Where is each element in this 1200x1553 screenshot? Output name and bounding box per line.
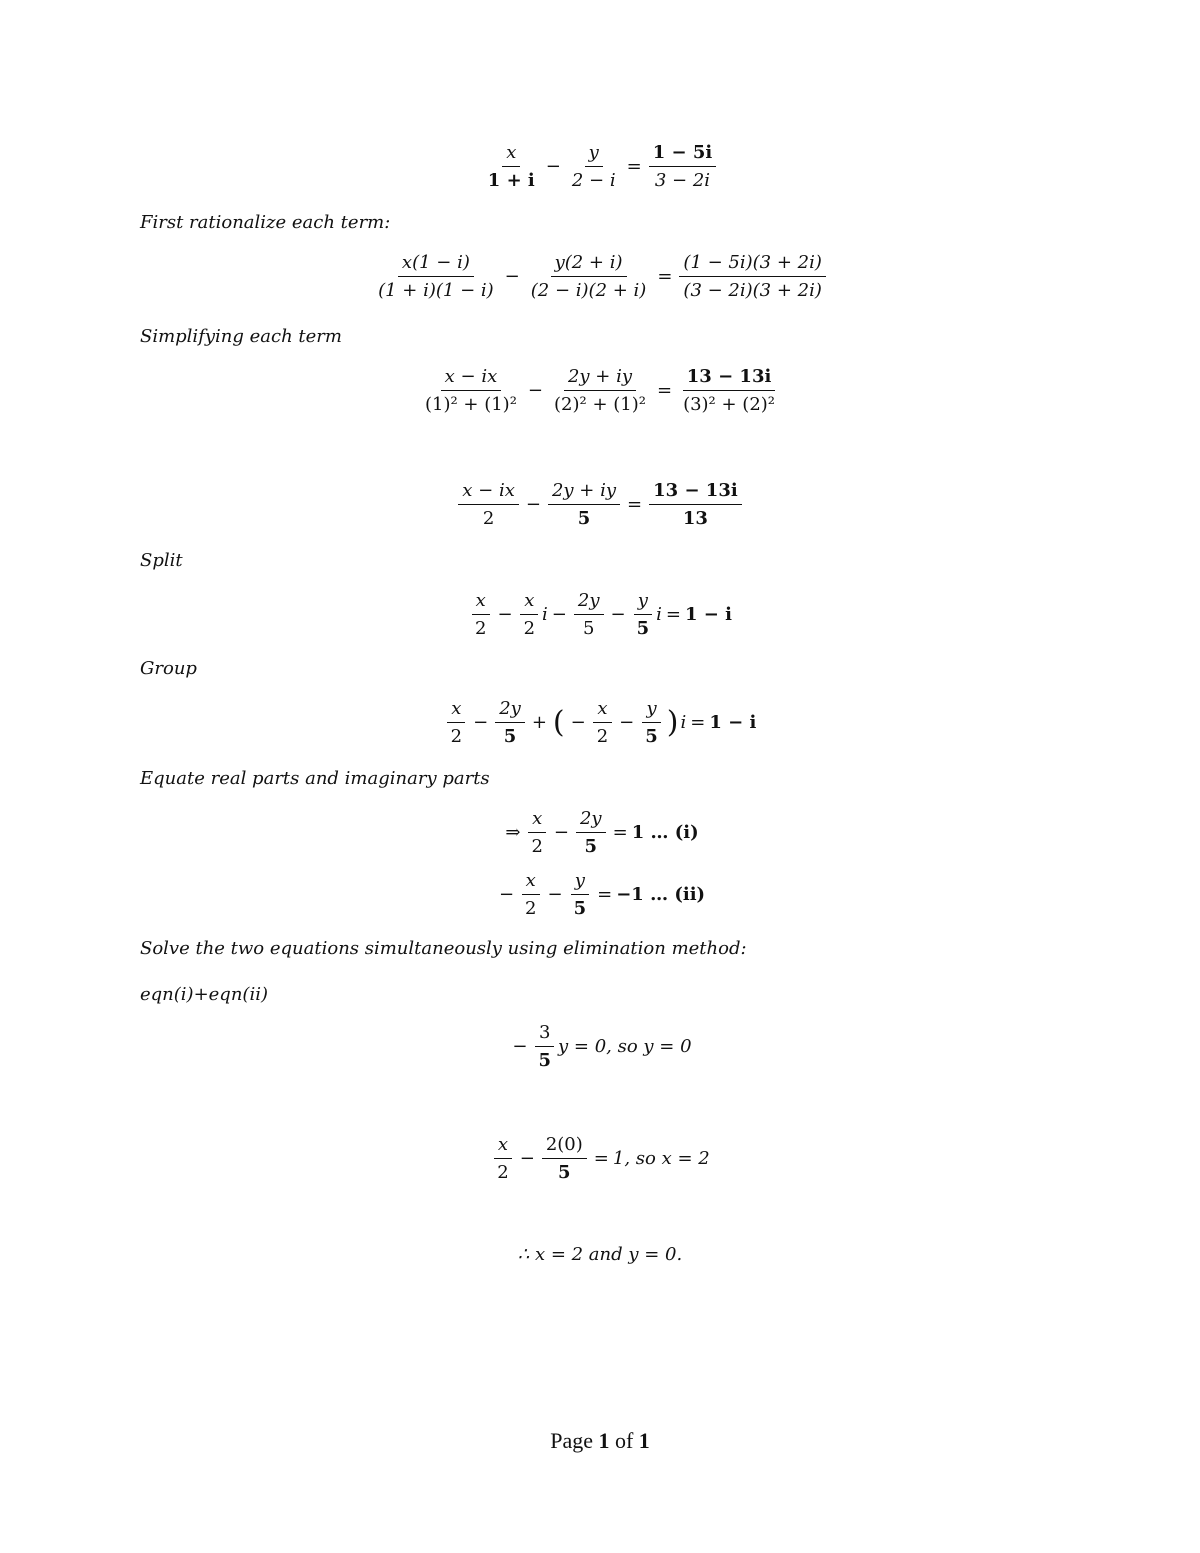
fraction: $\frac{x - ix}{\text{(1)² + (1)²}}$ — [424, 366, 517, 415]
label-simplify: Simplifying each term — [140, 326, 342, 347]
rhs: y = 0, so y = 0 — [558, 1036, 692, 1057]
page-footer: Page 1 of 1 — [550, 1428, 650, 1453]
fraction: $\frac{13 - 13i}{13}$ — [649, 480, 742, 529]
fraction: $\frac{2y + iy}{\text{(2)² + (1)²}}$ — [554, 366, 646, 415]
fraction: $\frac{x}{2}$ — [520, 590, 539, 639]
equation-original: $\frac{x}{1 + i}$ − $\frac{y}{2 - i}$ = $\frac{1 - 5i}{3 - 2i}$ — [0, 142, 1200, 191]
fraction: $\frac{y}{2 - i}$ — [571, 142, 616, 191]
equation-rationalized: $\frac{x(1 - i)}{(1 + i)(1 - i)}$ − $\frac{y(2 + i)}{(2 - i)(2 + i)}$ = $\frac{(1 - 5i)(3 + 2i)}{(3 - 2i)(3 + 2i)}$ — [0, 252, 1200, 301]
label-equate: Equate real parts and imaginary parts — [140, 768, 490, 789]
fraction: $\frac{x}{2}$ — [521, 870, 540, 919]
equation-imaginary-part: − $\frac{x}{2}$ − $\frac{y}{5}$ = −1 … (ii) — [498, 870, 706, 919]
rhs: 1 − i — [684, 604, 732, 625]
fraction: $\frac{2(0)}{5}$ — [542, 1134, 587, 1183]
page-total: 1 — [638, 1428, 650, 1453]
fraction: $\frac{y}{5}$ — [633, 590, 654, 639]
equation-simplified: $\frac{x - ix}{\text{(1)² + (1)²}}$ − $\frac{2y + iy}{\text{(2)² + (1)²}}$ = $\frac{13 - 13i}{\text{(3)² + (2)²}}$ — [0, 366, 1200, 415]
fraction: $\frac{2y}{5}$ — [495, 698, 525, 747]
equation-solve-y: − $\frac{3}{5}$ y = 0, so y = 0 — [512, 1022, 692, 1071]
fraction: $\frac{x - ix}{2}$ — [458, 480, 519, 529]
fraction: $\frac{x}{1 + i}$ — [487, 142, 535, 191]
fraction: $\frac{x}{2}$ — [447, 698, 466, 747]
equation-grouped: $\frac{x}{2}$ − $\frac{2y}{5}$ + ( − $\frac{x}{2}$ − $\frac{y}{5}$ ) i = 1 − i — [0, 698, 1200, 747]
label-group: Group — [140, 658, 197, 679]
equation-reduced: $\frac{x - ix}{2}$ − $\frac{2y + iy}{5}$ = $\frac{13 - 13i}{13}$ — [0, 480, 1200, 529]
rhs: 1 − i — [709, 712, 757, 733]
label-split: Split — [140, 550, 183, 571]
label-eqn-sum: eqn(i)+eqn(ii) — [140, 984, 268, 1005]
fraction: $\frac{3}{5}$ — [535, 1022, 556, 1071]
fraction: $\frac{13 - 13i}{\text{(3)² + (2)²}}$ — [683, 366, 776, 415]
label-solve: Solve the two equations simultaneously using elimination method: — [140, 938, 747, 959]
page-number: 1 — [598, 1428, 610, 1453]
fraction: $\frac{x}{2}$ — [493, 1134, 512, 1183]
conclusion: ∴ x = 2 and y = 0. — [517, 1244, 683, 1265]
fraction: $\frac{1 - 5i}{3 - 2i}$ — [649, 142, 717, 191]
fraction: $\frac{x}{2}$ — [471, 590, 490, 639]
fraction: $\frac{2y}{5}$ — [574, 590, 604, 639]
equation-solve-x: $\frac{x}{2}$ − $\frac{2(0)}{5}$ = 1, so x = 2 — [0, 1134, 1200, 1183]
equation-split: $\frac{x}{2}$ − $\frac{x}{2}$ i − $\frac{2y}{5}$ − $\frac{y}{5}$ i = 1 − i — [0, 590, 1200, 639]
label-rationalize: First rationalize each term: — [140, 212, 391, 233]
fraction: $\frac{2y + iy}{5}$ — [548, 480, 620, 529]
fraction: $\frac{(1 - 5i)(3 + 2i)}{(3 - 2i)(3 + 2i)}$ — [679, 252, 825, 301]
fraction: $\frac{y(2 + i)}{(2 - i)(2 + i)}$ — [530, 252, 647, 301]
fraction: $\frac{y}{5}$ — [641, 698, 662, 747]
fraction: $\frac{x}{2}$ — [593, 698, 612, 747]
fraction: $\frac{x(1 - i)}{(1 + i)(1 - i)}$ — [378, 252, 494, 301]
fraction: $\frac{y}{5}$ — [570, 870, 591, 919]
rhs: −1 … (ii) — [616, 884, 706, 905]
fraction: $\frac{x}{2}$ — [527, 808, 546, 857]
rhs: 1, so x = 2 — [612, 1148, 710, 1169]
rhs: 1 … (i) — [631, 822, 699, 843]
fraction: $\frac{2y}{5}$ — [576, 808, 606, 857]
equation-real-part: ⇒ $\frac{x}{2}$ − $\frac{2y}{5}$ = 1 … (i) — [505, 808, 699, 857]
